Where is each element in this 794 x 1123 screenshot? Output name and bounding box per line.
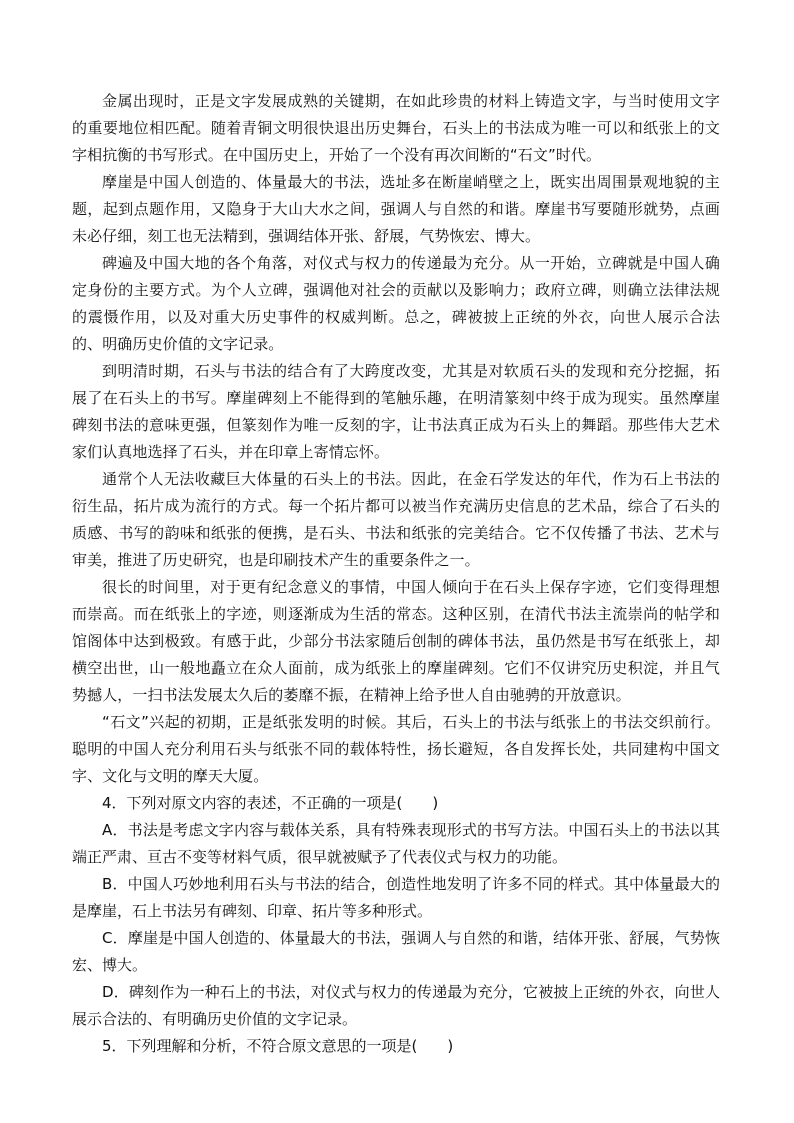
document-page: [72, 88, 720, 1060]
question-4-option-d: D．碑刻作为一种石上的书法，对仪式与权力的传递最为充分，它被披上正统的外衣，向世人展示合法的、有明确历史价值的文字记录。: [72, 983, 720, 1028]
question-4-option-a: A．书法是考虑文字内容与载体关系，具有特殊表现形式的书写方法。中国石头上的书法以其端正严肃、亘古不变等材料气质，很早就被赋予了代表仪式与权力的功能。: [72, 821, 720, 866]
passage-paragraph-7: “石文”兴起的初期，正是纸张发明的时候。其后，石头上的书法与纸张上的书法交织前行。聪明的中国人充分利用石头与纸张不同的载体特性，扬长避短，各自发挥长处，共同建构中国文字、文化与文明的摩天大厦。: [72, 713, 720, 785]
question-4-stem: 4．下列对原文内容的表述，不正确的一项是( ): [102, 794, 439, 812]
question-4-option-c: C．摩崖是中国人创造的、体量最大的书法，强调人与自然的和谐，结体开张、舒展，气势恢宏、博大。: [72, 929, 720, 974]
passage-paragraph-4: 到明清时期，石头与书法的结合有了大跨度改变，尤其是对软质石头的发现和充分挖掘，拓展了在石头上的书写。摩崖碑刻上不能得到的笔触乐趣，在明清篆刻中终于成为现实。虽然摩崖碑刻书法的意味更强，但篆刻作为唯一反刻的字，让书法真正成为石头上的舞蹈。那些伟大艺术家们认真地选择了石头，并在印章上寄情忘怀。: [72, 362, 720, 461]
passage-paragraph-6: 很长的时间里，对于更有纪念意义的事情，中国人倾向于在石头上保存字迹，它们变得理想而崇高。而在纸张上的字迹，则逐渐成为生活的常态。这种区别，在清代书法主流崇尚的帖学和馆阁体中达到极致。有感于此，少部分书法家随后创制的碑体书法，虽仍然是书写在纸张上，却横空出世，山一般地矗立在众人面前，成为纸张上的摩崖碑刻。它们不仅讲究历史积淀，并且气势撼人，一扫书法发展太久后的萎靡不振，在精神上给予世人自由驰骋的开放意识。: [72, 578, 720, 704]
passage-paragraph-3: 碑遍及中国大地的各个角落，对仪式与权力的传递最为充分。从一开始，立碑就是中国人确定身份的主要方式。为个人立碑，强调他对社会的贡献以及影响力；政府立碑，则确立法律法规的震慑作用，以及对重大历史事件的权威判断。总之，碑被披上正统的外衣，向世人展示合法的、明确历史价值的文字记录。: [72, 254, 720, 353]
passage-paragraph-2: 摩崖是中国人创造的、体量最大的书法，选址多在断崖峭壁之上，既实出周围景观地貌的主题，起到点题作用，又隐身于大山大水之间，强调人与自然的和谐。摩崖书写要随形就势，点画未必仔细，刻工也无法精到，强调结体开张、舒展，气势恢宏、博大。: [72, 173, 720, 245]
passage: [72, 88, 720, 790]
passage-paragraph-1: 金属出现时，正是文字发展成熟的关键期，在如此珍贵的材料上铸造文字，与当时使用文字的重要地位相匹配。随着青铜文明很快退出历史舞台，石头上的书法成为唯一可以和纸张上的文字相抗衡的书写形式。在中国历史上，开始了一个没有再次间断的“石文”时代。: [72, 92, 720, 164]
question-4-option-b: B．中国人巧妙地利用石头与书法的结合，创造性地发明了许多不同的样式。其中体量最大的是摩崖，石上书法另有碑刻、印章、拓片等多种形式。: [72, 875, 720, 920]
passage-paragraph-5: 通常个人无法收藏巨大体量的石头上的书法。因此，在金石学发达的年代，作为石上书法的衍生品，拓片成为流行的方式。每一个拓片都可以被当作充满历史信息的艺术品，综合了石头的质感、书写的韵味和纸张的便携，是石头、书法和纸张的完美结合。它不仅传播了书法、艺术与审美，推进了历史研究，也是印刷技术产生的重要条件之一。: [72, 470, 720, 569]
question-5-stem: 5．下列理解和分析，不符合原文意思的一项是( ): [102, 1037, 454, 1055]
question-5: [72, 1033, 720, 1060]
question-4: [72, 790, 720, 1033]
